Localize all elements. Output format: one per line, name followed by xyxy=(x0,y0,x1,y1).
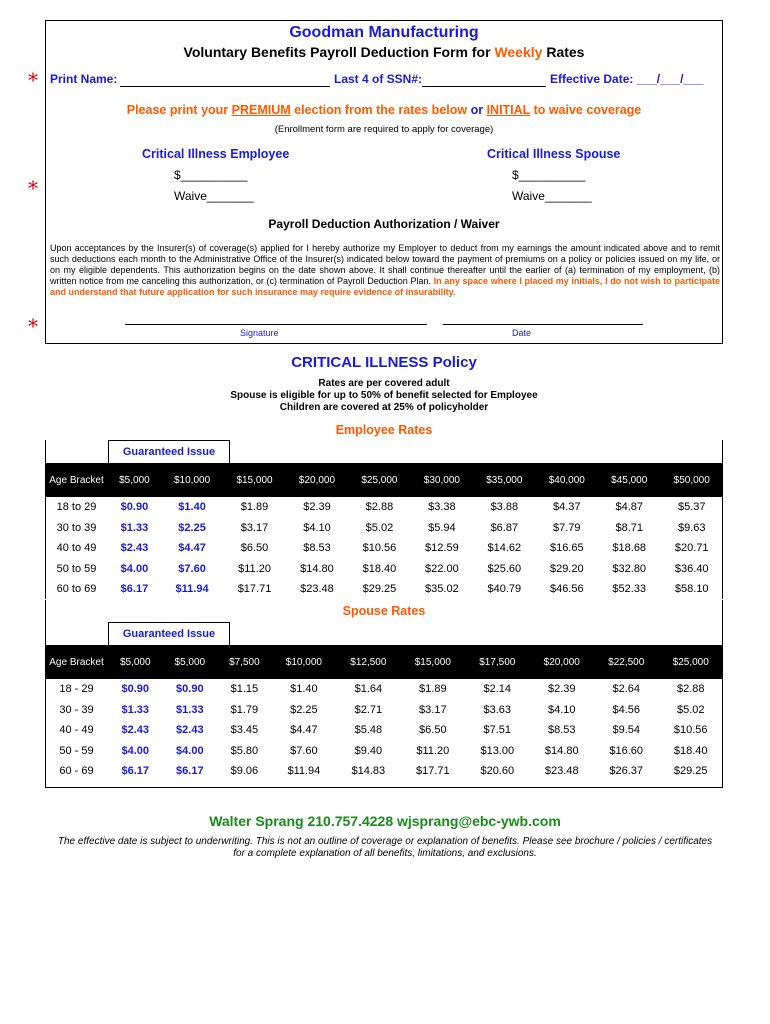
rate-cell: $1.33 xyxy=(120,521,149,534)
table-row xyxy=(45,720,723,741)
rate-cell: $4.00 xyxy=(121,744,150,757)
rate-cell: $1.40 xyxy=(290,683,318,696)
rate-cell: $4.56 xyxy=(612,703,640,716)
coverage-column-header: $15,000 xyxy=(401,645,465,679)
rate-cell: $14.83 xyxy=(351,765,386,778)
policy-line-2: Spouse is eligible for up to 50% of benefit selected for Employee xyxy=(230,390,538,401)
coverage-column-header: $7,500 xyxy=(217,645,272,679)
rate-cell: $2.88 xyxy=(365,501,394,514)
employee-waive-input[interactable]: Waive_______ xyxy=(174,189,254,203)
rate-cell: $2.39 xyxy=(303,501,331,514)
rate-cell: $14.80 xyxy=(300,562,334,575)
authorization-title: Payroll Deduction Authorization / Waiver xyxy=(268,217,500,231)
age-bracket-cell: 40 - 49 xyxy=(59,724,94,737)
rate-cell: $9.40 xyxy=(354,744,383,757)
instruction-part-3: to waive coverage xyxy=(530,103,642,117)
coverage-column-header: $40,000 xyxy=(536,463,598,497)
rate-cell: $1.15 xyxy=(230,683,259,696)
rate-cell: $10.56 xyxy=(673,724,708,737)
rate-cell: $11.20 xyxy=(238,562,271,575)
coverage-column-header: $45,000 xyxy=(598,463,660,497)
required-asterisk-icon: * xyxy=(28,68,38,92)
required-asterisk-icon: * xyxy=(28,176,38,200)
table-row xyxy=(45,518,723,539)
rate-cell: $14.62 xyxy=(487,542,522,555)
rate-cell: $3.17 xyxy=(240,521,269,534)
rate-cell: $8.71 xyxy=(615,521,643,534)
rate-cell: $23.48 xyxy=(300,583,334,596)
table-row xyxy=(45,579,723,600)
rate-cell: $6.87 xyxy=(490,521,519,534)
employee-guaranteed-issue-label: Guaranteed Issue xyxy=(108,440,230,463)
instruction-initial: INITIAL xyxy=(486,103,531,117)
rate-cell: $4.87 xyxy=(615,501,643,514)
rate-cell: $7.79 xyxy=(553,521,581,534)
spouse-rates-title: Spouse Rates xyxy=(342,604,426,618)
rate-cell: $2.71 xyxy=(354,703,383,716)
rate-cell: $29.25 xyxy=(362,583,397,596)
signature-line[interactable] xyxy=(125,324,427,325)
coverage-column-header: $22,500 xyxy=(594,645,658,679)
rate-cell: $7.51 xyxy=(483,724,512,737)
coverage-column-header: $35,000 xyxy=(473,463,535,497)
rate-cell: $58.10 xyxy=(674,583,709,596)
age-bracket-cell: 18 - 29 xyxy=(59,683,94,696)
table-row xyxy=(45,538,723,559)
rate-cell: $6.17 xyxy=(121,765,150,778)
spouse-premium-input[interactable]: $__________ xyxy=(512,168,586,182)
employee-rates-table xyxy=(45,463,723,600)
rate-cell: $6.17 xyxy=(120,583,149,596)
signature-label: Signature xyxy=(240,328,279,338)
age-bracket-cell: 50 to 59 xyxy=(56,562,97,575)
form-title-post: Rates xyxy=(542,44,585,60)
rate-cell: $16.65 xyxy=(549,542,584,555)
rate-cell: $1.89 xyxy=(240,501,269,514)
table-row xyxy=(45,741,723,762)
ssn-label: Last 4 of SSN#: xyxy=(334,72,423,86)
employee-rates-header-row xyxy=(45,463,723,497)
instruction-part-1: Please print your xyxy=(126,103,232,117)
coverage-column-header: $15,000 xyxy=(223,463,285,497)
spouse-waive-input[interactable]: Waive_______ xyxy=(512,189,592,203)
rate-cell: $11.94 xyxy=(287,765,321,778)
authorization-body xyxy=(50,243,720,298)
rate-cell: $12.59 xyxy=(425,542,459,555)
rate-cell: $3.45 xyxy=(230,724,259,737)
coverage-column-header: $12,500 xyxy=(336,645,400,679)
age-bracket-cell: 18 to 29 xyxy=(56,501,97,514)
rate-cell: $9.54 xyxy=(612,724,640,737)
rate-cell: $4.10 xyxy=(547,703,576,716)
rate-cell: $2.25 xyxy=(178,521,206,534)
rate-cell: $3.88 xyxy=(490,501,519,514)
rate-cell: $3.38 xyxy=(428,501,456,514)
rate-cell: $5.94 xyxy=(428,521,456,534)
coverage-column-header: $25,000 xyxy=(658,645,723,679)
rate-cell: $4.37 xyxy=(553,501,581,514)
disclaimer-line-2: for a complete explanation of all benefits, limitations, and exclusions. xyxy=(233,848,537,859)
employee-premium-input[interactable]: $__________ xyxy=(174,168,248,182)
age-bracket-header: Age Bracket xyxy=(45,645,108,679)
rate-cell: $16.60 xyxy=(609,744,644,757)
rate-cell: $32.80 xyxy=(612,562,647,575)
company-name: Goodman Manufacturing xyxy=(289,24,479,41)
rate-cell: $6.50 xyxy=(240,542,269,555)
rate-cell: $29.20 xyxy=(549,562,584,575)
rate-cell: $8.53 xyxy=(547,724,576,737)
date-label: Date xyxy=(512,328,532,338)
coverage-column-header: $10,000 xyxy=(161,463,223,497)
rate-cell: $35.02 xyxy=(425,583,459,596)
rate-cell: $2.43 xyxy=(176,724,204,737)
table-row xyxy=(45,679,723,700)
rate-cell: $5.80 xyxy=(230,744,259,757)
spouse-guaranteed-issue-label: Guaranteed Issue xyxy=(108,622,230,645)
rate-cell: $1.79 xyxy=(230,703,259,716)
contact-info: Walter Sprang 210.757.4228 wjsprang@ebc-ywb.com xyxy=(209,813,561,829)
age-bracket-cell: 30 to 39 xyxy=(56,521,97,534)
rate-cell: $17.71 xyxy=(415,765,450,778)
effective-date-field[interactable]: Effective Date: ___/___/___ xyxy=(550,72,704,86)
form-title-pre: Voluntary Benefits Payroll Deduction Form for xyxy=(183,44,495,60)
rate-cell: $2.88 xyxy=(676,683,705,696)
coverage-column-header: $20,000 xyxy=(286,463,348,497)
rate-cell: $2.25 xyxy=(290,703,318,716)
rate-cell: $20.71 xyxy=(674,542,709,555)
rate-cell: $11.20 xyxy=(416,744,450,757)
rate-cell: $6.50 xyxy=(419,724,447,737)
rate-cell: $18.68 xyxy=(612,542,647,555)
print-name-label: Print Name: xyxy=(50,72,118,86)
instruction-part-2: election from the rates below xyxy=(290,103,471,117)
rate-cell: $18.40 xyxy=(673,744,708,757)
rate-cell: $8.53 xyxy=(303,542,331,555)
rate-cell: $0.90 xyxy=(121,683,150,696)
rate-cell: $1.89 xyxy=(419,683,447,696)
coverage-column-header: $5,000 xyxy=(108,463,161,497)
coverage-column-header: $50,000 xyxy=(660,463,723,497)
rate-cell: $4.00 xyxy=(120,562,149,575)
policy-title: CRITICAL ILLNESS Policy xyxy=(291,354,477,371)
rate-cell: $4.00 xyxy=(176,744,204,757)
rate-cell: $22.00 xyxy=(425,562,459,575)
rate-cell: $2.64 xyxy=(612,683,640,696)
rate-cell: $1.33 xyxy=(176,703,204,716)
coverage-column-header: $25,000 xyxy=(348,463,410,497)
form-title xyxy=(45,44,723,60)
age-bracket-cell: 60 to 69 xyxy=(56,583,97,596)
rate-cell: $5.37 xyxy=(677,501,706,514)
rate-cell: $7.60 xyxy=(178,562,206,575)
age-bracket-cell: 40 to 49 xyxy=(56,542,97,555)
rate-cell: $29.25 xyxy=(673,765,708,778)
ssn-input[interactable] xyxy=(422,86,546,87)
age-bracket-cell: 30 - 39 xyxy=(59,703,94,716)
rate-cell: $4.10 xyxy=(303,521,331,534)
rate-cell: $9.06 xyxy=(230,765,259,778)
rate-cell: $4.47 xyxy=(290,724,318,737)
policy-line-1: Rates are per covered adult xyxy=(318,378,450,389)
rate-cell: $6.17 xyxy=(176,765,204,778)
instruction-line xyxy=(45,103,723,117)
table-row xyxy=(45,700,723,721)
age-bracket-header: Age Bracket xyxy=(45,463,108,497)
rate-cell: $14.80 xyxy=(544,744,579,757)
coverage-column-header: $17,500 xyxy=(465,645,529,679)
rate-cell: $3.63 xyxy=(483,703,512,716)
table-row xyxy=(45,761,723,782)
rate-cell: $20.60 xyxy=(480,765,515,778)
rate-cell: $13.00 xyxy=(480,744,515,757)
rate-cell: $4.47 xyxy=(178,542,206,555)
rate-cell: $11.94 xyxy=(175,583,209,596)
rate-cell: $0.90 xyxy=(120,501,149,514)
rate-cell: $25.60 xyxy=(487,562,522,575)
rate-cell: $40.79 xyxy=(487,583,522,596)
spouse-rates-table xyxy=(45,645,723,782)
rate-cell: $17.71 xyxy=(237,583,272,596)
rate-cell: $52.33 xyxy=(612,583,647,596)
age-bracket-cell: 60 - 69 xyxy=(59,765,94,778)
policy-line-3: Children are covered at 25% of policyholder xyxy=(279,402,489,413)
rate-cell: $5.02 xyxy=(365,521,394,534)
required-asterisk-icon: * xyxy=(28,314,38,338)
rate-cell: $0.90 xyxy=(176,683,204,696)
rate-cell: $1.33 xyxy=(121,703,150,716)
rate-cell: $9.63 xyxy=(677,521,706,534)
coverage-column-header: $30,000 xyxy=(411,463,473,497)
authorization-text: Upon acceptances by the Insurer(s) of coverage(s) applied for I hereby authorize my Employer to deduct from my earnings the amount indicated above and to remit such deductions each month to the Administrative Office of the Insurer(s) indicated below toward the payment of premiums on a policy or policies issued on my life, or on my eligible dependents. This authorization begins on the date shown above. It shall continue thereafter until the earlier of (a) termination of my employment, (b) written notice from me canceling this authorization, or (c) termination of Payroll Deduction Plan. xyxy=(50,243,720,286)
rate-cell: $2.43 xyxy=(120,542,149,555)
coverage-column-header: $20,000 xyxy=(530,645,594,679)
rate-cell: $5.48 xyxy=(354,724,383,737)
table-row xyxy=(45,497,723,518)
rate-cell: $2.39 xyxy=(547,683,576,696)
rate-cell: $1.40 xyxy=(178,501,206,514)
date-line[interactable] xyxy=(443,324,643,325)
disclaimer-line-1: The effective date is subject to underwriting. This is not an outline of coverage or explanation of benefits. Please see brochure / policies / certificates xyxy=(57,836,713,847)
print-name-input[interactable] xyxy=(120,86,330,87)
rate-cell: $10.56 xyxy=(362,542,397,555)
rate-cell: $26.37 xyxy=(609,765,644,778)
spouse-election-label: Critical Illness Spouse xyxy=(487,147,621,161)
spouse-rates-header-row xyxy=(45,645,723,679)
rate-cell: $36.40 xyxy=(674,562,709,575)
employee-election-label: Critical Illness Employee xyxy=(142,147,290,161)
rate-cell: $7.60 xyxy=(290,744,318,757)
rate-cell: $1.64 xyxy=(354,683,383,696)
coverage-column-header: $5,000 xyxy=(163,645,218,679)
rate-cell: $5.02 xyxy=(676,703,705,716)
coverage-column-header: $10,000 xyxy=(272,645,336,679)
form-title-weekly: Weekly xyxy=(494,44,543,60)
rate-cell: $23.48 xyxy=(544,765,579,778)
rate-cell: $18.40 xyxy=(362,562,397,575)
instruction-premium: PREMIUM xyxy=(231,103,291,117)
rate-cell: $2.14 xyxy=(483,683,512,696)
table-row xyxy=(45,559,723,580)
rate-cell: $3.17 xyxy=(419,703,447,716)
rate-cell: $46.56 xyxy=(549,583,584,596)
age-bracket-cell: 50 - 59 xyxy=(59,744,94,757)
instruction-or: or xyxy=(470,103,484,117)
rate-cell: $2.43 xyxy=(121,724,150,737)
employee-rates-title: Employee Rates xyxy=(335,423,433,437)
enrollment-note: (Enrollment form are required to apply for coverage) xyxy=(274,124,494,135)
authorization-waiver-text: In any space where I placed my initials, I do not wish to participate and understand that future application for such insurance may require evidence of insurability. xyxy=(50,276,720,297)
coverage-column-header: $5,000 xyxy=(108,645,163,679)
